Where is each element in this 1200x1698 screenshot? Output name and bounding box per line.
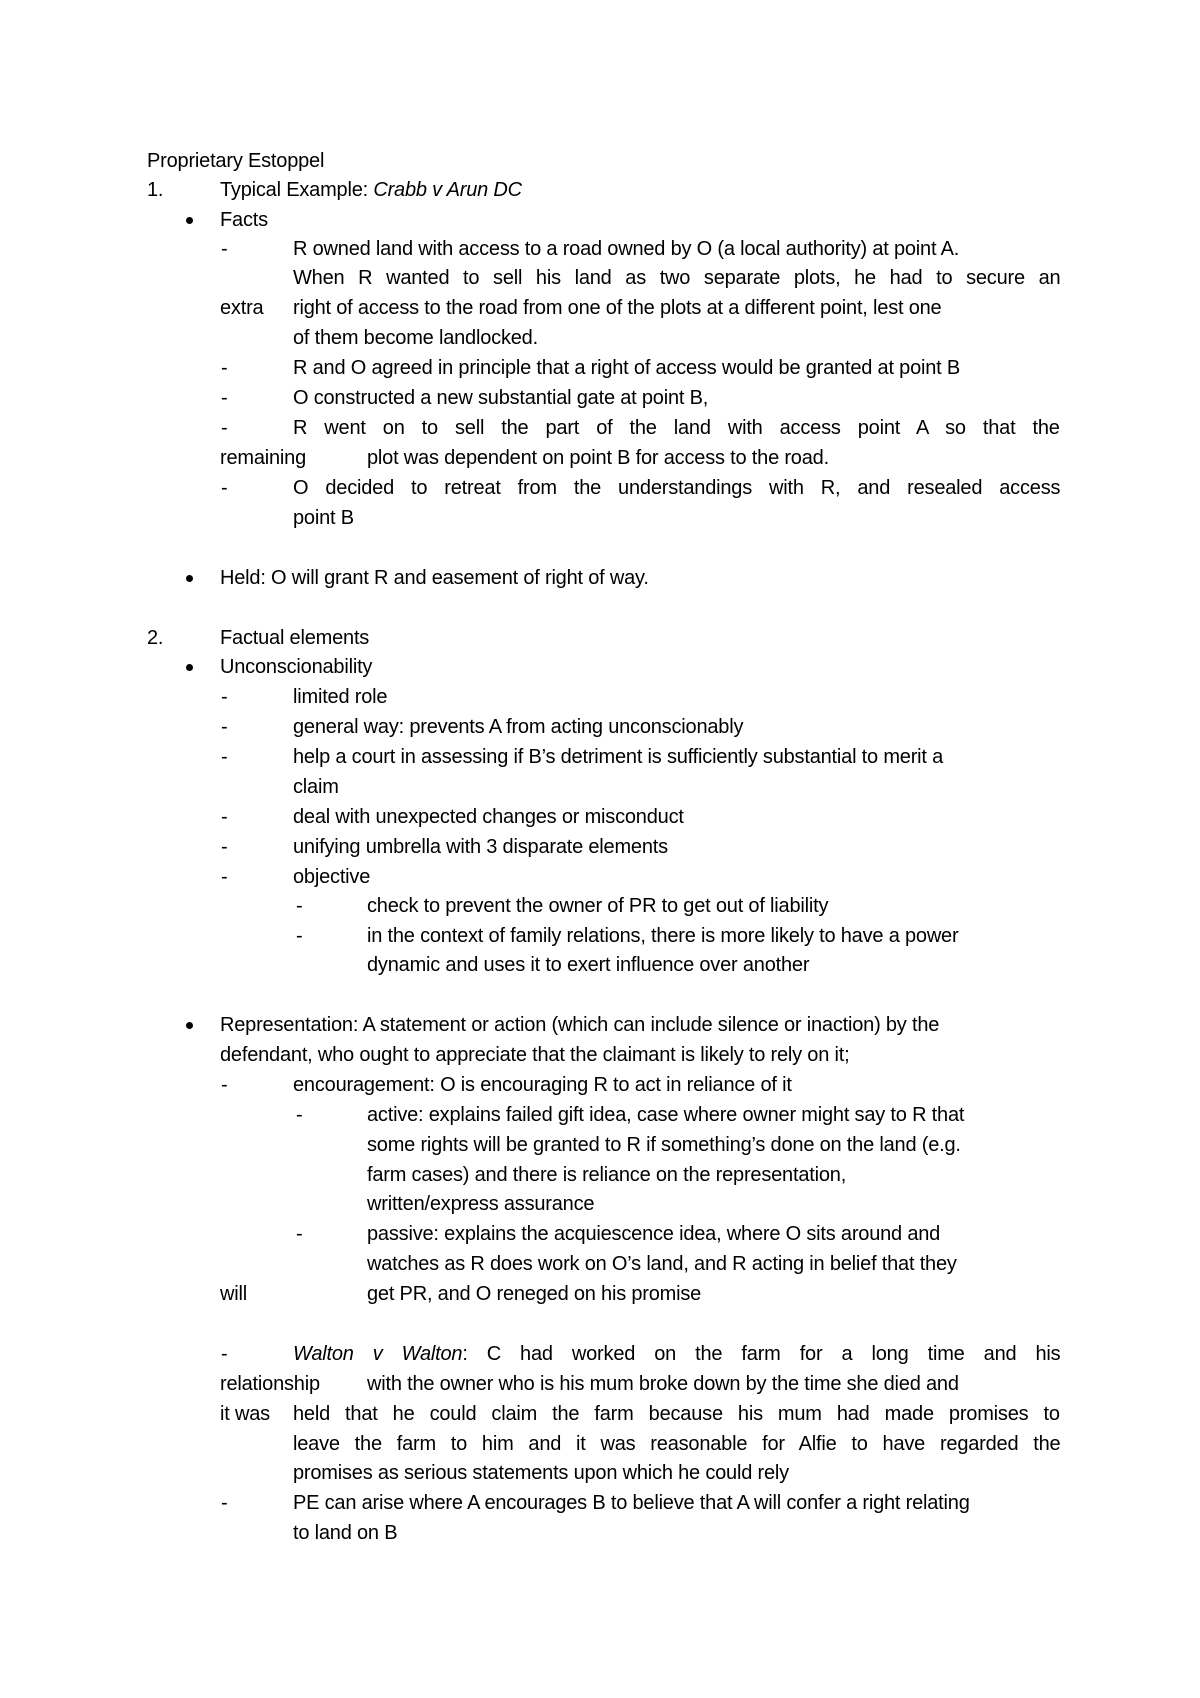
- dash: -: [296, 1104, 303, 1126]
- active-line: active: explains failed gift idea, case where owner might say to R that: [367, 1104, 965, 1126]
- fact-line: R and O agreed in principle that a right of access would be granted at point B: [293, 357, 961, 379]
- dash: -: [221, 836, 228, 858]
- dash: -: [221, 1343, 228, 1365]
- section-2-heading: Factual elements: [220, 627, 370, 649]
- dash: -: [296, 1223, 303, 1245]
- fact-line: R owned land with access to a road owned by O (a local authority) at point A.: [293, 238, 960, 260]
- bullet-icon: [186, 217, 193, 224]
- bullet-icon: [186, 664, 193, 671]
- active-line: farm cases) and there is reliance on the representation,: [367, 1164, 847, 1186]
- dash: -: [221, 417, 228, 439]
- dash: -: [221, 806, 228, 828]
- walton-relationship-word: relationship: [220, 1373, 320, 1395]
- unconscionability-label: Unconscionability: [220, 656, 373, 678]
- unc-line: help a court in assessing if B’s detriment is sufficiently substantial to merit a: [293, 746, 944, 768]
- unc-subline: check to prevent the owner of PR to get out of liability: [367, 895, 829, 917]
- fact-line-text: O decided to retreat from the understandings with R, and resealed access: [293, 477, 1061, 499]
- fact-line: of them become landlocked.: [293, 327, 538, 349]
- walton-line: with the owner who is his mum broke down by the time she died and: [367, 1373, 959, 1395]
- fact-line-text: R went on to sell the part of the land with access point A so that the: [293, 417, 1060, 439]
- representation-line: defendant, who ought to appreciate that the claimant is likely to rely on it;: [220, 1044, 850, 1066]
- active-line: some rights will be granted to R if something’s done on the land (e.g.: [367, 1134, 961, 1156]
- passive-line: passive: explains the acquiescence idea, where O sits around and: [367, 1223, 941, 1245]
- dash: -: [221, 387, 228, 409]
- walton-line-text: leave the farm to him and it was reasonable for Alfie to have regarded the: [293, 1433, 1061, 1455]
- document-title: Proprietary Estoppel: [147, 150, 325, 172]
- unc-line: objective: [293, 866, 371, 888]
- fact-line-justified: [293, 474, 1060, 503]
- walton-line-justified: [293, 1430, 1060, 1459]
- dash: -: [221, 1492, 228, 1514]
- facts-label: Facts: [220, 209, 268, 231]
- section-1-label: Typical Example:: [220, 179, 374, 201]
- dash: -: [221, 866, 228, 888]
- active-line: written/express assurance: [367, 1193, 595, 1215]
- fact-extra-word: extra: [220, 297, 264, 319]
- walton-itwas-word: it was: [220, 1403, 270, 1425]
- passive-will-word: will: [220, 1283, 247, 1305]
- unc-line: unifying umbrella with 3 disparate elements: [293, 836, 668, 858]
- unc-subline: dynamic and uses it to exert influence over another: [367, 954, 810, 976]
- walton-line: : C had worked on the farm for a long time and his: [462, 1343, 1061, 1365]
- unc-line: limited role: [293, 686, 388, 708]
- dash: -: [221, 238, 228, 260]
- fact-line-justified: [293, 264, 1060, 293]
- unc-line: general way: prevents A from acting unconscionably: [293, 716, 744, 738]
- encouragement-line: encouragement: O is encouraging R to act in reliance of it: [293, 1074, 792, 1096]
- unc-line: deal with unexpected changes or misconduct: [293, 806, 684, 828]
- dash: -: [296, 925, 303, 947]
- pe-line: to land on B: [293, 1522, 398, 1544]
- fact-line: point B: [293, 507, 354, 529]
- dash: -: [221, 716, 228, 738]
- walton-first-line: [293, 1340, 1060, 1369]
- fact-remaining-word: remaining: [220, 447, 307, 469]
- walton-line-justified: [293, 1400, 1060, 1429]
- dash: -: [221, 357, 228, 379]
- case-name-crabb: Crabb v Arun DC: [373, 179, 522, 201]
- unc-line: claim: [293, 776, 339, 798]
- bullet-icon: [186, 575, 193, 582]
- fact-line: plot was dependent on point B for access to the road.: [367, 447, 829, 469]
- section-1-number: 1.: [147, 179, 164, 201]
- dash: -: [221, 686, 228, 708]
- walton-first-text: [293, 1340, 1060, 1369]
- walton-line: promises as serious statements upon which he could rely: [293, 1462, 789, 1484]
- unc-subline: in the context of family relations, there is more likely to have a power: [367, 925, 959, 947]
- fact-line: O constructed a new substantial gate at point B,: [293, 387, 709, 409]
- pe-line: PE can arise where A encourages B to believe that A will confer a right relating: [293, 1492, 970, 1514]
- representation-line: Representation: A statement or action (which can include silence or inaction) by the: [220, 1014, 940, 1036]
- dash: -: [221, 477, 228, 499]
- fact-line-text: When R wanted to sell his land as two separate plots, he had to secure an: [293, 267, 1061, 289]
- held-line: Held: O will grant R and easement of right of way.: [220, 567, 649, 589]
- passive-line: watches as R does work on O’s land, and R acting in belief that they: [367, 1253, 957, 1275]
- dash: -: [221, 1074, 228, 1096]
- dash: -: [296, 895, 303, 917]
- section-2-number: 2.: [147, 627, 164, 649]
- walton-line-text: held that he could claim the farm because his mum had made promises to: [293, 1403, 1060, 1425]
- section-1-heading: [220, 176, 522, 205]
- dash: -: [221, 746, 228, 768]
- bullet-icon: [186, 1022, 193, 1029]
- fact-line: right of access to the road from one of the plots at a different point, lest one: [293, 297, 942, 319]
- fact-line-justified: [293, 414, 1060, 443]
- passive-line: get PR, and O reneged on his promise: [367, 1283, 702, 1305]
- case-name-walton: Walton v Walton: [293, 1343, 463, 1365]
